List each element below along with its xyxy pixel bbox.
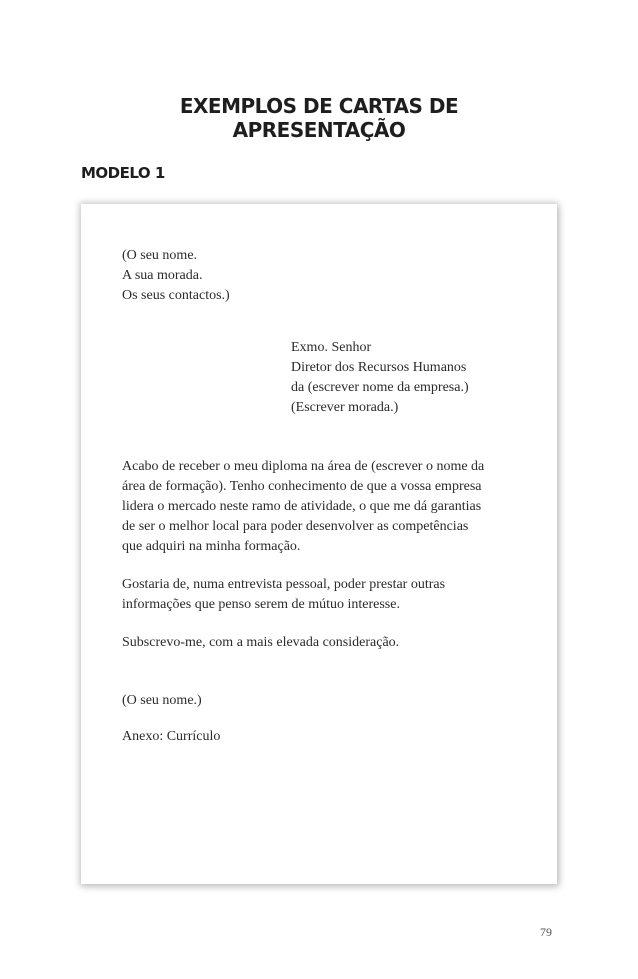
sender-block	[122, 246, 230, 306]
sender-line: (O seu nome.	[122, 248, 198, 263]
recipient-line: Exmo. Senhor	[291, 340, 372, 355]
paragraph-line: de ser o melhor local para poder desenvolver as competências	[122, 519, 469, 534]
body-paragraph	[122, 457, 484, 557]
sender-line: A sua morada.	[122, 268, 203, 283]
sender-line: Os seus contactos.)	[122, 288, 230, 303]
attachment-line: Anexo: Currículo	[122, 729, 221, 744]
paragraph-line: área de formação). Tenho conhecimento de que a vossa empresa	[122, 479, 482, 494]
paragraph-line: informações que penso serem de mútuo interesse.	[122, 597, 400, 612]
section-heading: MODELO 1	[81, 164, 165, 182]
recipient-line: (Escrever morada.)	[291, 400, 399, 415]
body-paragraph	[122, 575, 445, 615]
page-title-line-2: APRESENTAÇÃO	[232, 118, 406, 142]
letter-card	[81, 204, 557, 884]
closing-line: Subscrevo-me, com a mais elevada consideração.	[122, 635, 400, 650]
signature-name: (O seu nome.)	[122, 693, 202, 708]
page-title-line-1: EXEMPLOS DE CARTAS DE	[179, 94, 459, 118]
page-number: 79	[540, 925, 552, 939]
paragraph-line: Gostaria de, numa entrevista pessoal, poder prestar outras	[122, 577, 446, 592]
paragraph-line: que adquiri na minha formação.	[122, 539, 301, 554]
recipient-block	[291, 338, 469, 418]
recipient-line: Diretor dos Recursos Humanos	[291, 360, 467, 375]
paragraph-line: Acabo de receber o meu diploma na área de (escrever o nome da	[122, 459, 485, 474]
paragraph-line: lidera o mercado neste ramo de atividade, o que me dá garantias	[122, 499, 482, 514]
recipient-line: da (escrever nome da empresa.)	[291, 380, 469, 395]
page-title	[0, 94, 638, 142]
